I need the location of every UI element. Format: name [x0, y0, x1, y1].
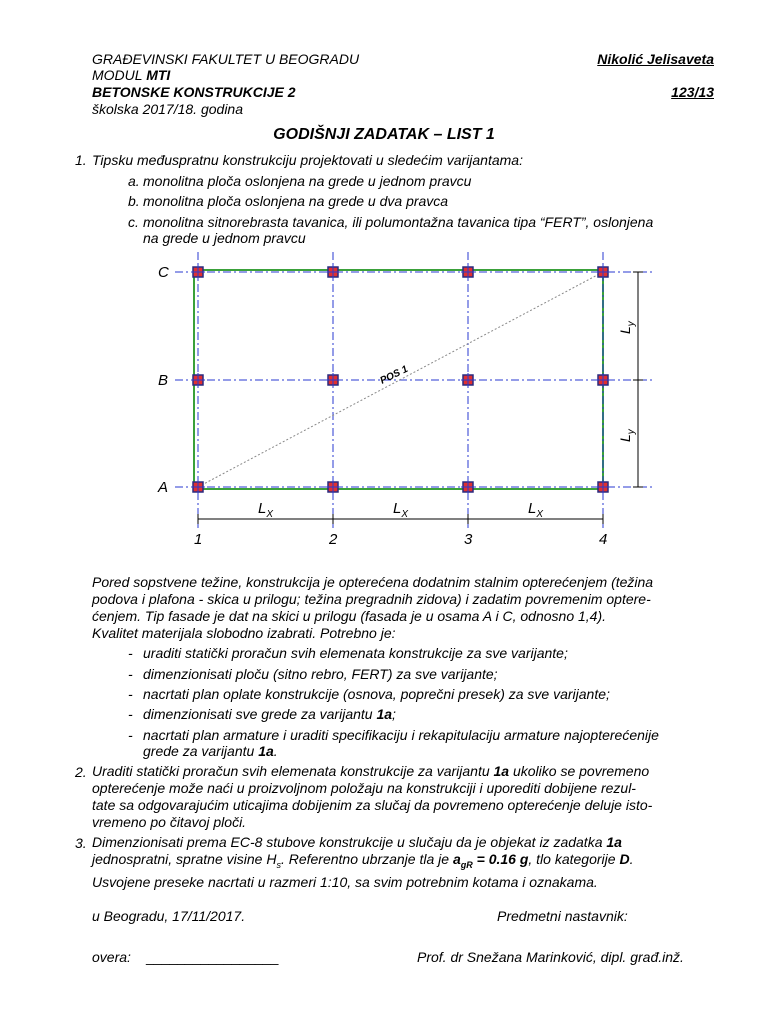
task3-l2d: . — [629, 851, 634, 867]
bullet-dash: - — [128, 666, 133, 682]
task2-line: opterećenje može naći u proizvoljnom položaju na konstrukciji i uporediti dobijene rezul- — [92, 780, 636, 796]
column — [326, 480, 340, 494]
task2-line — [92, 763, 714, 780]
student-index: 123/13 — [671, 84, 714, 100]
variant-b-label: b. — [128, 193, 140, 209]
lx-label — [258, 500, 273, 520]
ly-subscript: y — [626, 321, 637, 327]
module-prefix: MODUL — [92, 67, 147, 83]
variant-ref: 1a — [258, 743, 274, 759]
axis-label-2: 2 — [329, 531, 338, 548]
axis-label-c: C — [158, 264, 169, 281]
axis-label-1: 1 — [194, 531, 203, 548]
lx-subscript: X — [401, 509, 409, 520]
lx-subscript: X — [266, 509, 274, 520]
bullet-2: dimenzionisati ploču (sitno rebro, FERT) za sve varijante; — [143, 666, 498, 682]
lx-label — [528, 500, 543, 520]
acceleration-symbol: a — [452, 851, 461, 867]
column — [191, 373, 205, 387]
ly-letter: L — [617, 434, 633, 442]
column — [191, 480, 205, 494]
horizontal-axes — [175, 272, 652, 487]
bullet-3: nacrtati plan oplate konstrukcije (osnova, poprečni presek) za sve varijante; — [143, 686, 610, 702]
column — [596, 265, 610, 279]
ly-subscript: y — [626, 429, 637, 435]
module-name: MTI — [146, 67, 171, 83]
task3-text — [92, 834, 714, 891]
professor-name: Prof. dr Snežana Marinković, dipl. građ.inž. — [417, 949, 684, 965]
task1-text: Tipsku međuspratnu konstrukciju projektovati u sledećim varijantama: — [92, 152, 523, 168]
lx-letter: L — [528, 500, 537, 517]
bullet-4-text: dimenzionisati sve grede za varijantu — [143, 706, 377, 722]
task3-l2b: . Referentno ubrzanje tla je — [280, 851, 453, 867]
place-date: u Beogradu, 17/11/2017. — [92, 908, 246, 924]
variant-c-text: monolitna sitnorebrasta tavanica, ili polumontažna tavanica tipa “FERT”, oslonjena — [143, 214, 654, 230]
paragraph-line: podova i plafona - skica u prilogu; težina pregradnih zidova) i zadatim povremenim optere- — [92, 591, 651, 607]
description-paragraph — [92, 574, 714, 642]
paragraph-line: Kvalitet materijala slobodno izabrati. Potrebno je: — [92, 625, 396, 641]
variant-a-label: a. — [128, 173, 140, 189]
variant-c-text-cont: na grede u jednom pravcu — [143, 230, 306, 246]
variant-b-text: monolitna ploča oslonjena na grede u dva pravca — [143, 193, 449, 209]
page-title: GODIŠNJI ZADATAK – LIST 1 — [273, 126, 495, 143]
paragraph-line: Pored sopstvene težine, konstrukcija je opterećena dodatnim stalnim opterećenjem (težina — [92, 574, 654, 590]
column — [461, 265, 475, 279]
task1-number: 1. — [75, 152, 87, 168]
bullet-dash: - — [128, 706, 133, 722]
lx-label — [393, 500, 408, 520]
bullet-5: nacrtati plan armature i uraditi specifikaciju i rekapitulaciju armature najopterećenije — [143, 727, 659, 743]
axis-label-3: 3 — [464, 531, 473, 548]
variant-ref: 1a — [376, 706, 393, 722]
axis-label-b: B — [158, 372, 169, 389]
task3-number: 3. — [75, 835, 87, 851]
column — [191, 265, 205, 279]
task3-line — [92, 834, 714, 851]
overa-label: overa: — [92, 949, 131, 965]
task3-line1-text: Dimenzionisati prema EC-8 stubove konstrukcije u slučaju da je objekat iz zadatka — [92, 834, 607, 850]
teacher-label: Predmetni nastavnik: — [497, 908, 628, 924]
height-subscript: s — [276, 859, 281, 870]
bullet-5-cont — [143, 743, 278, 759]
bullet-5-end: . — [273, 743, 278, 759]
axis-label-4: 4 — [599, 531, 608, 548]
task2-line: tate sa odgovarajućim uticajima dobijenim za slučaj da povremeno opterećenje deluje isto- — [92, 797, 653, 813]
task3-l2a: jednospratni, spratne visine H — [92, 851, 277, 867]
task2-text — [92, 763, 714, 831]
dimension-y — [633, 272, 643, 487]
task2-line1-end: ukoliko se povremeno — [509, 763, 650, 779]
task3-line: Usvojene preseke nacrtati u razmeri 1:10, sa svim potrebnim kotama i oznakama. — [92, 873, 598, 890]
task3-l2c: , tlo kategorije — [528, 851, 620, 867]
variant-a-text: monolitna ploča oslonjena na grede u jednom pravcu — [143, 173, 472, 189]
column — [326, 265, 340, 279]
student-name: Nikolić Jelisaveta — [597, 51, 714, 67]
bullet-dash: - — [128, 727, 133, 743]
column — [596, 373, 610, 387]
column — [596, 480, 610, 494]
column — [461, 373, 475, 387]
task2-number: 2. — [75, 764, 87, 780]
bullet-dash: - — [128, 645, 133, 661]
axis-label-a: A — [158, 479, 169, 496]
variant-ref: 1a — [606, 834, 622, 850]
lx-subscript: X — [536, 509, 544, 520]
bullet-5-text: grede za varijantu — [143, 743, 259, 759]
lx-letter: L — [393, 500, 402, 517]
acceleration-value: = 0.16 g — [472, 851, 529, 867]
column — [461, 480, 475, 494]
acceleration-subscript: gR — [460, 859, 473, 870]
bullet-1: uraditi statički proračun svih elemenata konstrukcije za sve varijante; — [143, 645, 568, 661]
bullet-dash: - — [128, 686, 133, 702]
bullet-4-end: ; — [392, 706, 396, 722]
variant-ref: 1a — [493, 763, 510, 779]
faculty-name: GRAĐEVINSKI FAKULTET U BEOGRADU — [92, 51, 360, 67]
course-name: BETONSKE KONSTRUKCIJE 2 — [92, 84, 296, 100]
ly-label — [617, 320, 637, 334]
bullet-4 — [143, 706, 396, 722]
column — [326, 373, 340, 387]
school-year: školska 2017/18. godina — [92, 101, 243, 117]
variant-c-label: c. — [128, 214, 139, 230]
task2-line: vremeno po čitavoj ploči. — [92, 814, 247, 830]
paragraph-line: ćenjem. Tip fasade je dat na skici u prilogu (fasada je u osama A i C, odnosno 1,4). — [92, 608, 607, 624]
task3-line — [92, 851, 714, 874]
signature-line: _________________ — [146, 949, 279, 965]
lx-letter: L — [258, 500, 267, 517]
ly-letter: L — [617, 326, 633, 334]
ly-label — [617, 428, 637, 442]
pos-label: POS 1 — [378, 363, 410, 387]
task2-line1-text: Uraditi statički proračun svih elemenata konstrukcije za varijantu — [92, 763, 494, 779]
soil-category: D — [619, 851, 630, 867]
